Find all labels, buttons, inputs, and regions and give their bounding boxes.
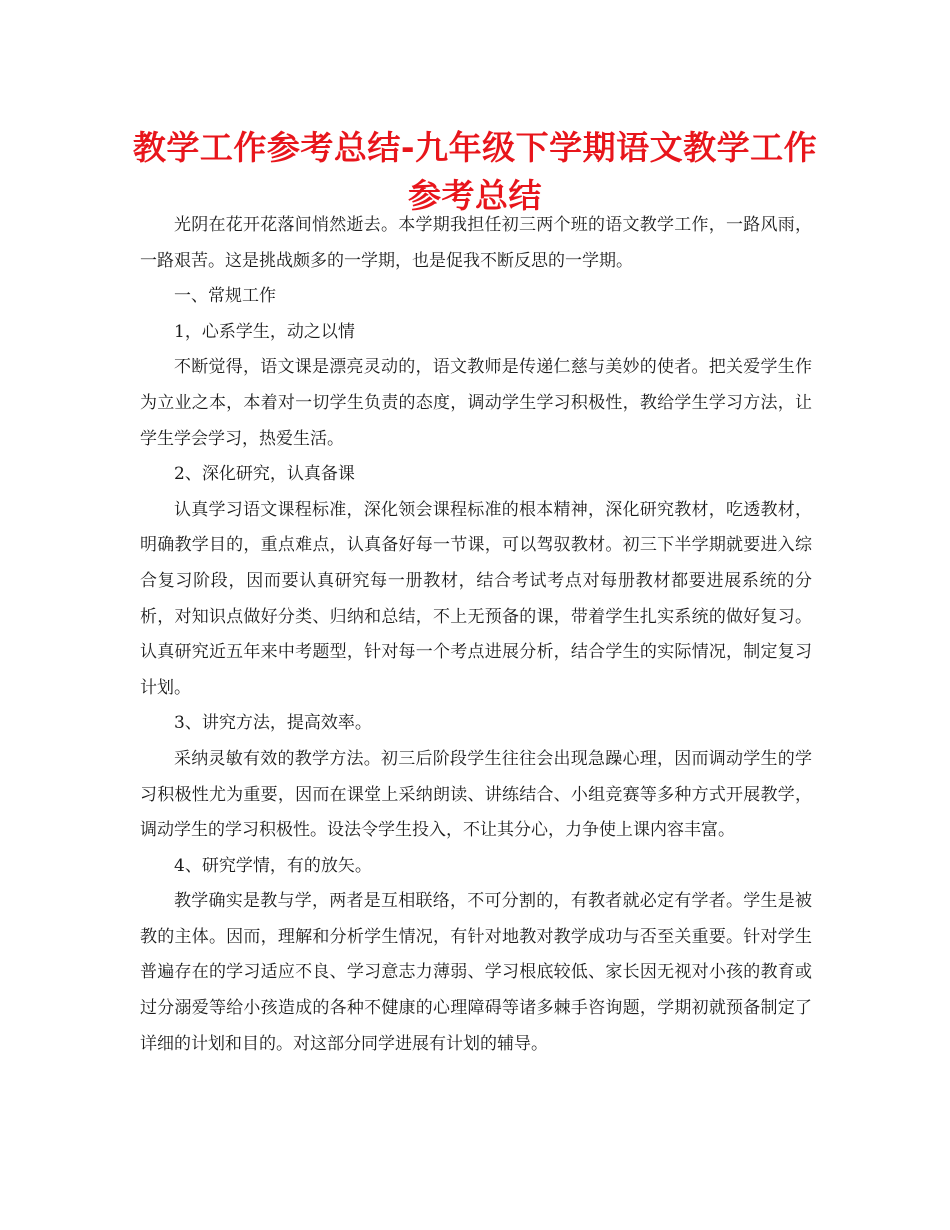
section-heading-routine-work: 一、常规工作 bbox=[174, 286, 276, 307]
paragraph-teaching-methods: 采纳灵敏有效的教学方法。初三后阶段学生往往会出现急躁心理，因而调动学生的学习积极性尤为重要，因而在课堂上采纳朗读、讲练结合、小组竞赛等多种方式开展教学，调动学生的学习积极性。设法令学生投入，不让其分心，力争使上课内容丰富。 bbox=[140, 748, 812, 841]
subheading-student-analysis: 4、研究学情，有的放矢。 bbox=[174, 855, 372, 876]
subheading-care-for-students: 1，心系学生，动之以情 bbox=[174, 321, 355, 342]
paragraph-lesson-preparation: 认真学习语文课程标准，深化领会课程标准的根本精神，深化研究教材，吃透教材，明确教学目的，重点难点，认真备好每一节课，可以驾驭教材。初三下半学期就要进入综合复习阶段，因而要认真研究每一册教材，结合考试考点对每册教材都要进展系统的分析，对知识点做好分类、归纳和总结，不上无预备的课，带着学生扎实系统的做好复习。认真研究近五年来中考题型，针对每一个考点进展分析，结合学生的实际情况，制定复习计划。 bbox=[140, 499, 812, 698]
paragraph-intro: 光阴在花开花落间悄然逝去。本学期我担任初三两个班的语文教学工作，一路风雨，一路艰苦。这是挑战颇多的一学期，也是促我不断反思的一学期。 bbox=[140, 215, 812, 271]
document-title: 教学工作参考总结-九年级下学期语文教学工作参考总结 bbox=[132, 128, 818, 215]
subheading-lesson-preparation: 2、深化研究，认真备课 bbox=[174, 464, 355, 485]
paragraph-student-analysis: 教学确实是教与学，两者是互相联络，不可分割的，有教者就必定有学者。学生是被教的主体。因而，理解和分析学生情况，有针对地教对教学成功与否至关重要。针对学生普遍存在的学习适应不良、学习意志力薄弱、学习根底较低、家长因无视对小孩的教育或过分溺爱等给小孩造成的各种不健康的心理障碍等诸多棘手咨询题，学期初就预备制定了详细的计划和目的。对这部分同学进展有计划的辅导。 bbox=[140, 891, 812, 1054]
document-body bbox=[140, 208, 812, 1062]
subheading-teaching-methods: 3、讲究方法，提高效率。 bbox=[174, 713, 372, 734]
paragraph-care-for-students: 不断觉得，语文课是漂亮灵动的，语文教师是传递仁慈与美妙的使者。把关爱学生作为立业之本，本着对一切学生负责的态度，调动学生学习积极性，教给学生学习方法，让学生学会学习，热爱生活。 bbox=[140, 357, 812, 449]
